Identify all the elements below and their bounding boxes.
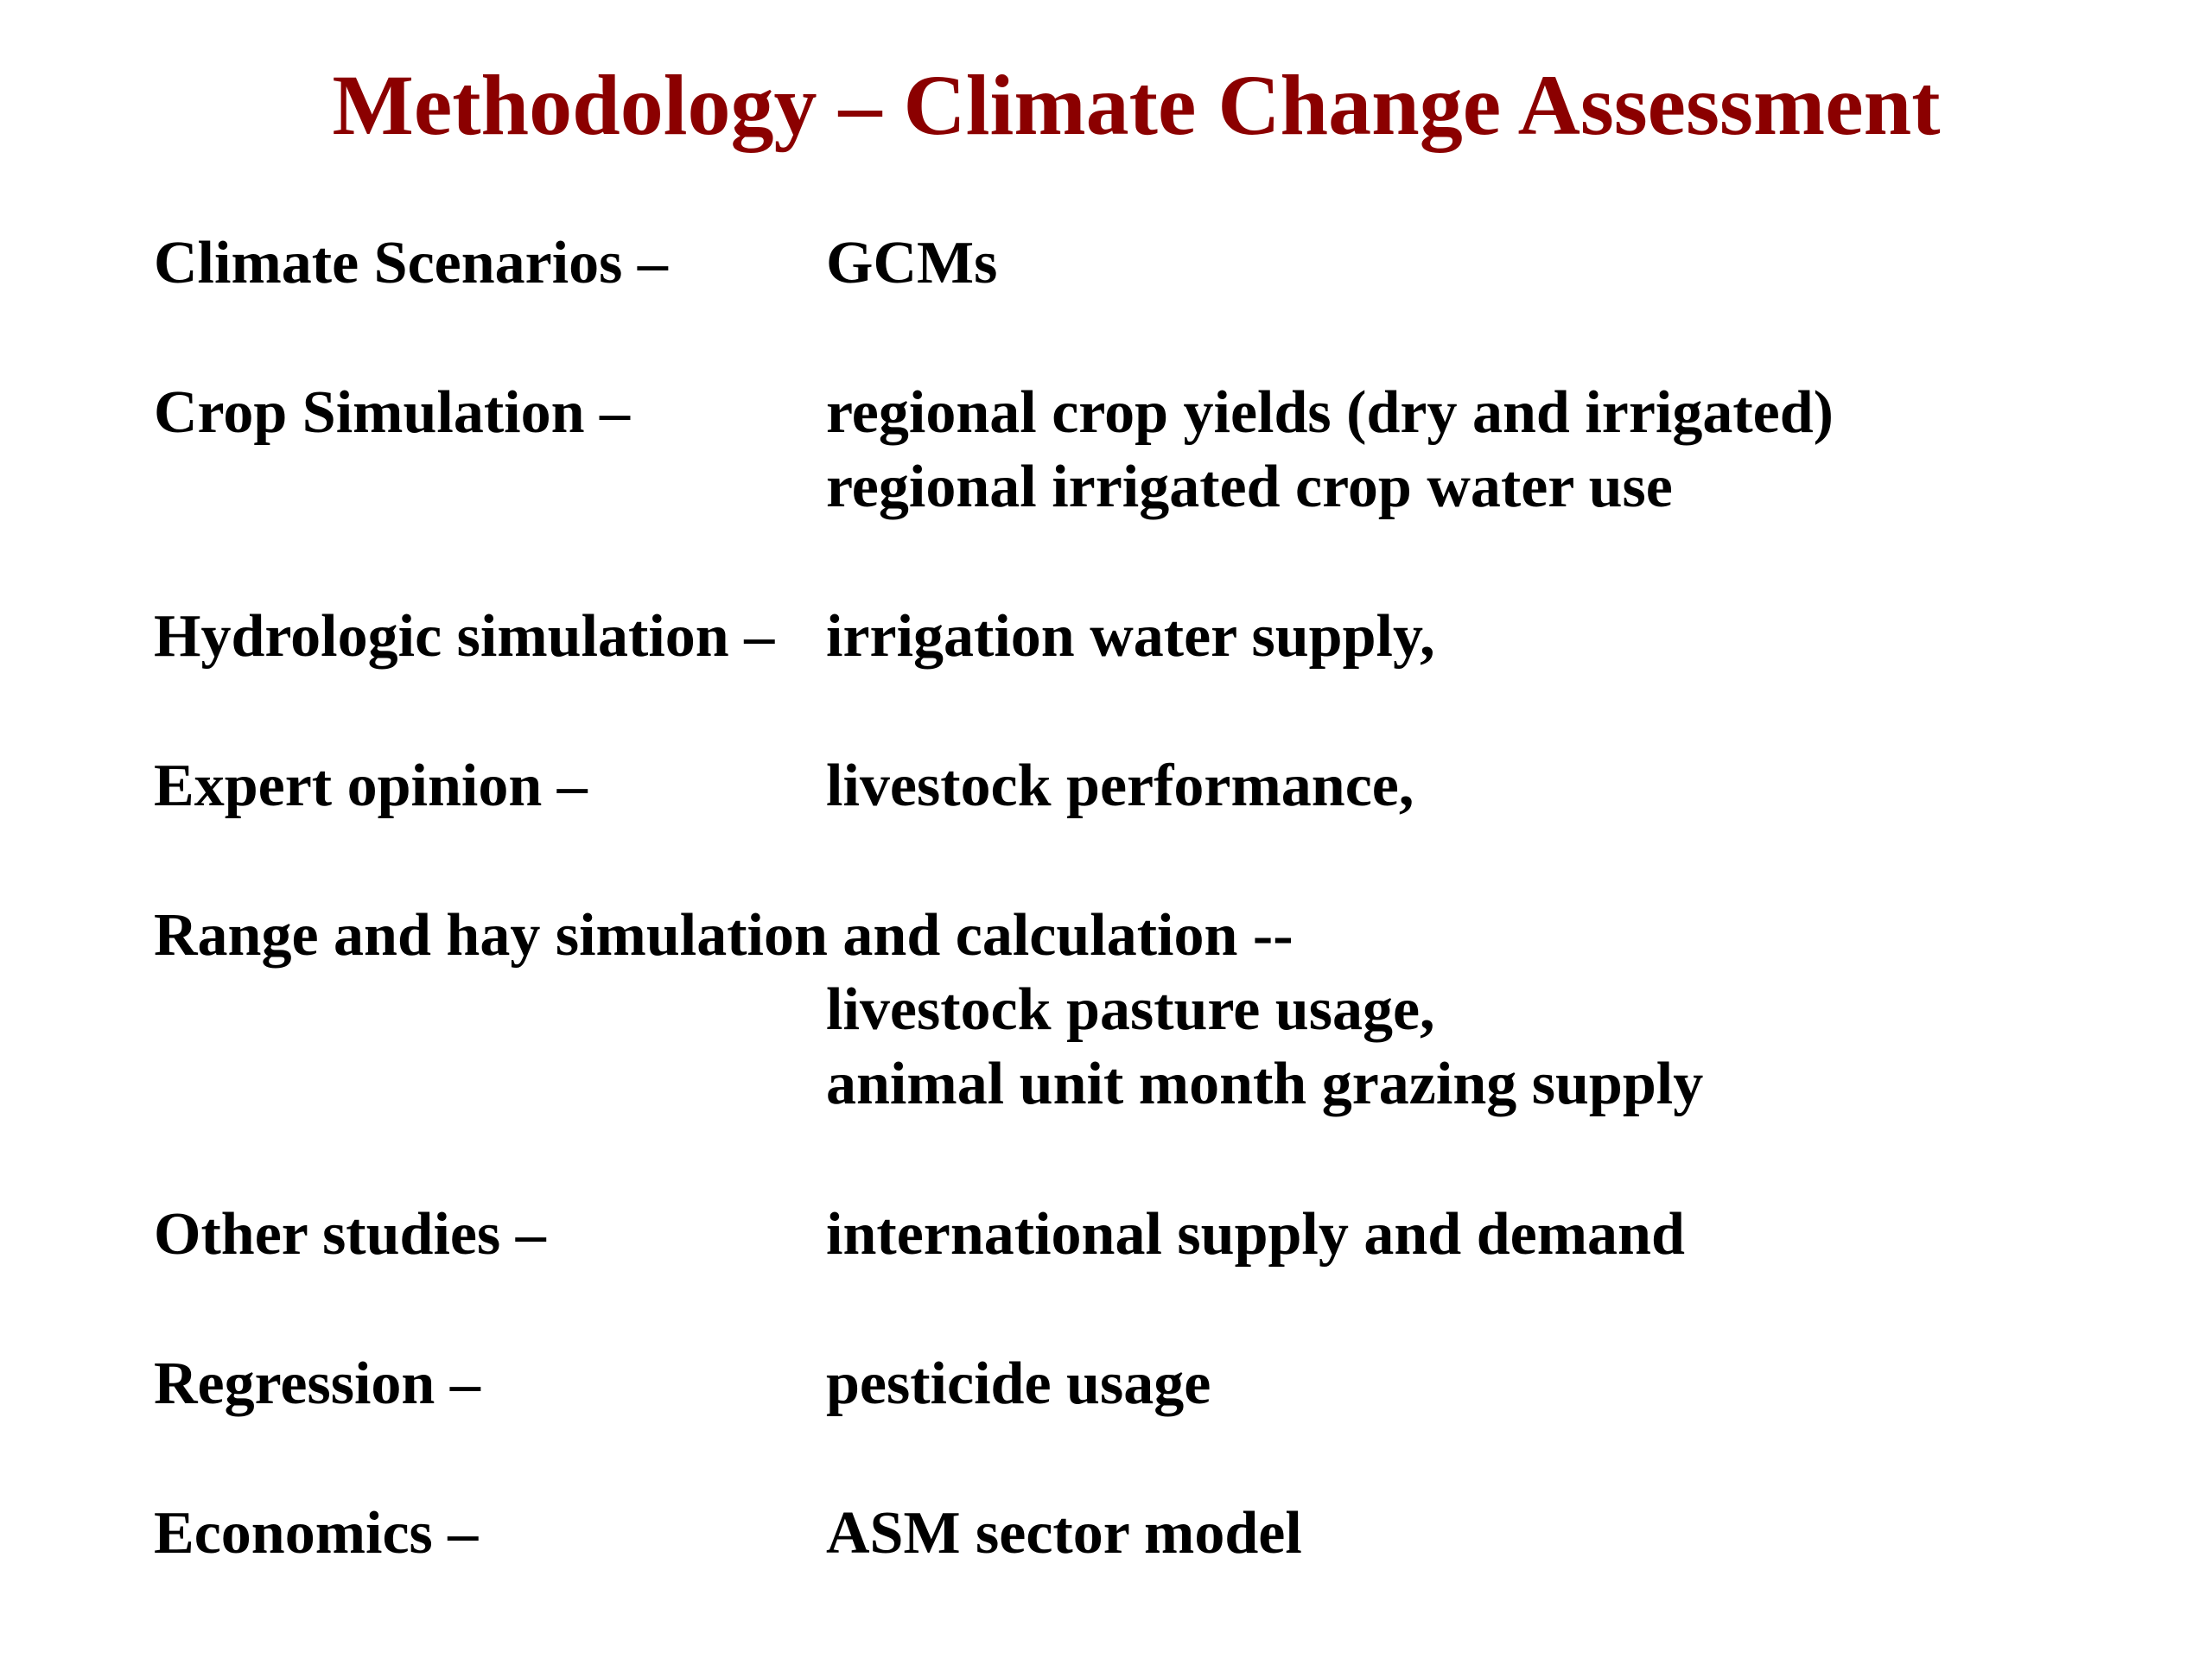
- method-value: GCMs: [826, 230, 998, 296]
- method-value: livestock performance,: [826, 753, 1414, 819]
- method-label: Economics –: [154, 1500, 479, 1567]
- method-value: international supply and demand: [826, 1201, 1685, 1268]
- method-values: [826, 749, 1414, 823]
- method-values: [826, 1198, 1685, 1272]
- method-value: regional crop yields (dry and irrigated): [826, 379, 1834, 446]
- method-label: Expert opinion –: [154, 753, 588, 819]
- method-values: [826, 600, 1435, 674]
- method-values: [826, 1497, 1302, 1571]
- method-label: Regression –: [154, 1351, 480, 1417]
- method-value: irrigation water supply,: [826, 603, 1435, 670]
- method-values: [826, 1347, 1211, 1421]
- method-label: Range and hay simulation and calculation --: [154, 902, 1294, 969]
- method-values: [826, 973, 1703, 1122]
- method-label: Hydrologic simulation –: [154, 603, 775, 670]
- method-label: Crop Simulation –: [154, 379, 631, 446]
- method-values: [826, 376, 1834, 524]
- method-label: Other studies –: [154, 1201, 546, 1268]
- method-value: regional irrigated crop water use: [826, 454, 1673, 520]
- method-values: [826, 226, 997, 301]
- method-value: livestock pasture usage,: [826, 976, 1435, 1043]
- method-value: pesticide usage: [826, 1351, 1211, 1417]
- page-title: Methodology – Climate Change Assessment: [332, 57, 1941, 153]
- method-value: ASM sector model: [826, 1500, 1302, 1567]
- method-label: Climate Scenarios –: [154, 230, 668, 296]
- method-value: animal unit month grazing supply: [826, 1051, 1704, 1117]
